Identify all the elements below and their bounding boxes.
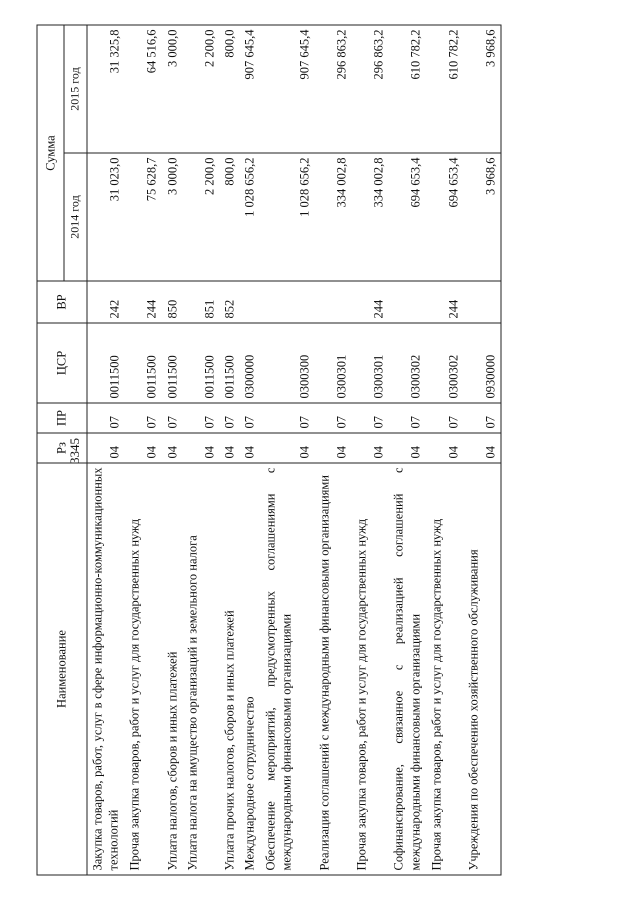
table-row	[314, 25, 351, 875]
row-vr	[260, 281, 314, 323]
row-rz: 04	[240, 433, 260, 463]
row-pr: 07	[182, 403, 219, 433]
row-csr: 0011500	[220, 323, 240, 403]
table-row	[240, 25, 260, 875]
row-name: Уплата прочих налогов, сборов и иных платежей	[220, 463, 240, 875]
row-name: Уплата налога на имущество организаций и земельного налога	[182, 463, 219, 875]
row-sum-2015: 3 968,6	[463, 25, 501, 153]
row-vr: 244	[352, 281, 389, 323]
row-name: Обеспечение мероприятий, предусмотренных соглашениями с международными финансовыми организациями	[260, 463, 314, 875]
row-sum-2014: 334 002,8	[352, 153, 389, 281]
table-row	[87, 25, 125, 875]
header-name: Наименование	[37, 463, 87, 875]
row-vr	[314, 281, 351, 323]
row-vr	[463, 281, 501, 323]
row-sum-2014: 694 653,4	[389, 153, 426, 281]
table-row	[389, 25, 426, 875]
table-row	[426, 25, 463, 875]
row-sum-2014: 800,0	[220, 153, 240, 281]
row-rz: 04	[426, 433, 463, 463]
row-rz: 04	[463, 433, 501, 463]
table-row	[352, 25, 389, 875]
row-name: Прочая закупка товаров, работ и услуг для государственных нужд	[125, 463, 162, 875]
header-year-2014: 2014 год	[64, 153, 87, 281]
row-vr	[389, 281, 426, 323]
header-rz: Рз	[37, 433, 87, 463]
row-sum-2015: 610 782,2	[426, 25, 463, 153]
row-sum-2014: 1 028 656,2	[240, 153, 260, 281]
row-name: Закупка товаров, работ, услуг в сфере информационно-коммуникационных технологий	[87, 463, 125, 875]
row-sum-2015: 31 325,8	[87, 25, 125, 153]
header-vr: ВР	[37, 281, 87, 323]
header-sum: Сумма	[37, 25, 64, 281]
table-row	[162, 25, 182, 875]
row-vr: 850	[162, 281, 182, 323]
table-row	[463, 25, 501, 875]
row-csr: 0300302	[389, 323, 426, 403]
row-pr: 07	[314, 403, 351, 433]
row-sum-2015: 64 516,6	[125, 25, 162, 153]
row-name: Прочая закупка товаров, работ и услуг для государственных нужд	[426, 463, 463, 875]
row-vr: 852	[220, 281, 240, 323]
row-csr: 0930000	[463, 323, 501, 403]
row-sum-2014: 31 023,0	[87, 153, 125, 281]
row-name: Уплата налогов, сборов и иных платежей	[162, 463, 182, 875]
row-csr: 0011500	[125, 323, 162, 403]
row-pr: 07	[162, 403, 182, 433]
row-sum-2015: 296 863,2	[314, 25, 351, 153]
table-row	[125, 25, 162, 875]
row-sum-2015: 3 000,0	[162, 25, 182, 153]
row-vr: 244	[125, 281, 162, 323]
table-row	[182, 25, 219, 875]
row-name: Прочая закупка товаров, работ и услуг для государственных нужд	[352, 463, 389, 875]
row-rz: 04	[125, 433, 162, 463]
row-sum-2014: 3 968,6	[463, 153, 501, 281]
row-rz: 04	[162, 433, 182, 463]
row-rz: 04	[314, 433, 351, 463]
row-sum-2015: 800,0	[220, 25, 240, 153]
row-rz: 04	[389, 433, 426, 463]
row-csr: 0011500	[162, 323, 182, 403]
row-sum-2014: 2 200,0	[182, 153, 219, 281]
header-year-2015: 2015 год	[64, 25, 87, 153]
row-csr: 0300000	[240, 323, 260, 403]
row-sum-2014: 694 653,4	[426, 153, 463, 281]
row-sum-2015: 907 645,4	[260, 25, 314, 153]
row-rz: 04	[352, 433, 389, 463]
row-vr: 242	[87, 281, 125, 323]
table-row	[260, 25, 314, 875]
row-sum-2014: 3 000,0	[162, 153, 182, 281]
budget-table	[37, 25, 502, 876]
row-pr: 07	[220, 403, 240, 433]
row-rz: 04	[220, 433, 240, 463]
row-pr: 07	[240, 403, 260, 433]
row-csr: 0300301	[314, 323, 351, 403]
row-sum-2015: 296 863,2	[352, 25, 389, 153]
row-name: Учреждения по обеспечению хозяйственного обслуживания	[463, 463, 501, 875]
row-sum-2015: 2 200,0	[182, 25, 219, 153]
row-vr: 851	[182, 281, 219, 323]
row-pr: 07	[260, 403, 314, 433]
row-csr: 0300302	[426, 323, 463, 403]
row-sum-2014: 75 628,7	[125, 153, 162, 281]
row-csr: 0011500	[87, 323, 125, 403]
row-vr	[240, 281, 260, 323]
budget-sheet	[37, 26, 572, 876]
page-number: 3345	[67, 438, 82, 464]
row-csr: 0011500	[182, 323, 219, 403]
row-csr: 0300301	[352, 323, 389, 403]
row-pr: 07	[352, 403, 389, 433]
row-sum-2015: 610 782,2	[389, 25, 426, 153]
row-pr: 07	[87, 403, 125, 433]
header-csr: ЦСР	[37, 323, 87, 403]
table-row	[220, 25, 240, 875]
row-pr: 07	[463, 403, 501, 433]
row-name: Международное сотрудничество	[240, 463, 260, 875]
row-pr: 07	[125, 403, 162, 433]
row-rz: 04	[260, 433, 314, 463]
row-pr: 07	[389, 403, 426, 433]
row-rz: 04	[87, 433, 125, 463]
row-rz: 04	[182, 433, 219, 463]
row-name: Софинансирование, связанное с реализацией соглашений с международными финансовыми организациями	[389, 463, 426, 875]
row-name: Реализация соглашений с международными финансовыми организациями	[314, 463, 351, 875]
row-csr: 0300300	[260, 323, 314, 403]
row-sum-2014: 334 002,8	[314, 153, 351, 281]
header-pr: ПР	[37, 403, 87, 433]
row-vr: 244	[426, 281, 463, 323]
row-pr: 07	[426, 403, 463, 433]
row-sum-2014: 1 028 656,2	[260, 153, 314, 281]
row-sum-2015: 907 645,4	[240, 25, 260, 153]
